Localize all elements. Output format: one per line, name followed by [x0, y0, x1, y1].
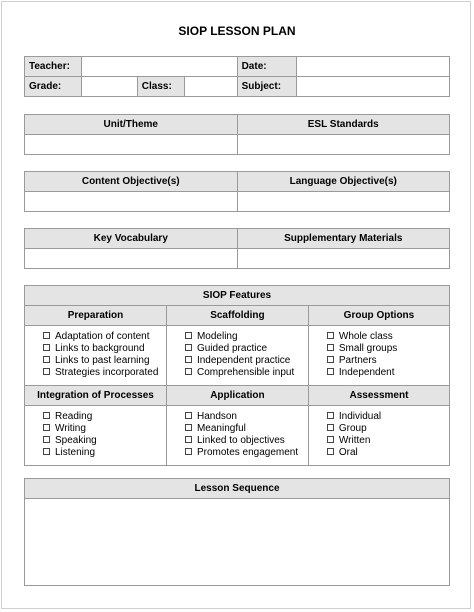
info-table: [24, 56, 450, 97]
checkbox-icon[interactable]: [185, 332, 192, 339]
checkbox-icon[interactable]: [43, 332, 50, 339]
lesson-sequence-header: Lesson Sequence: [25, 479, 450, 499]
option-label: Reading: [55, 411, 93, 422]
option-label: Small groups: [338, 343, 398, 354]
checkbox-icon[interactable]: [185, 368, 192, 375]
language-objectives-header: Language Objective(s): [237, 172, 450, 192]
class-label: Class:: [137, 77, 184, 97]
option-label: Writing: [55, 423, 86, 434]
key-vocabulary-field[interactable]: [25, 249, 238, 269]
checkbox-icon[interactable]: [43, 344, 50, 351]
option-label: Independent practice: [196, 355, 291, 366]
teacher-field[interactable]: [81, 57, 237, 77]
class-field[interactable]: [184, 77, 237, 97]
checkbox-icon[interactable]: [43, 424, 50, 431]
option-label: Written: [338, 435, 371, 446]
checkbox-option[interactable]: [327, 435, 443, 447]
checkbox-icon[interactable]: [327, 448, 334, 455]
option-label: Comprehensible input: [196, 367, 295, 378]
checkbox-option[interactable]: [185, 435, 302, 447]
checkbox-icon[interactable]: [43, 448, 50, 455]
integration-of-processes-header: Integration of Processes: [25, 386, 167, 406]
checkbox-icon[interactable]: [327, 436, 334, 443]
supplementary-materials-header: Supplementary Materials: [237, 229, 450, 249]
unit-standards-table: [24, 114, 450, 155]
checkbox-option[interactable]: [185, 355, 302, 367]
checkbox-icon[interactable]: [43, 436, 50, 443]
esl-standards-header: ESL Standards: [237, 115, 450, 135]
checkbox-option[interactable]: [327, 423, 443, 435]
lesson-sequence-table: [24, 478, 450, 586]
checkbox-option[interactable]: [327, 355, 443, 367]
grade-field[interactable]: [81, 77, 137, 97]
subject-field[interactable]: [296, 77, 449, 97]
option-label: Adaptation of content: [55, 331, 150, 342]
checkbox-option[interactable]: [185, 367, 302, 379]
checkbox-option[interactable]: [327, 447, 443, 459]
checkbox-option[interactable]: [43, 435, 160, 447]
option-label: Promotes engagement: [196, 447, 299, 458]
checkbox-icon[interactable]: [185, 344, 192, 351]
option-label: Group: [338, 423, 367, 434]
option-label: Partners: [338, 355, 377, 366]
unit-theme-header: Unit/Theme: [25, 115, 238, 135]
option-label: Independent: [338, 367, 395, 378]
siop-features-header: SIOP Features: [25, 286, 450, 306]
checkbox-option[interactable]: [43, 331, 160, 343]
checkbox-icon[interactable]: [43, 356, 50, 363]
option-label: Strategies incorporated: [55, 367, 159, 378]
option-label: Handson: [196, 411, 237, 422]
application-header: Application: [166, 386, 308, 406]
checkbox-option[interactable]: [43, 423, 160, 435]
content-objectives-field[interactable]: [25, 192, 238, 212]
option-label: Linked to objectives: [196, 435, 285, 446]
checkbox-icon[interactable]: [43, 368, 50, 375]
checkbox-icon[interactable]: [327, 368, 334, 375]
group-options-options: [308, 326, 449, 386]
checkbox-icon[interactable]: [185, 448, 192, 455]
language-objectives-field[interactable]: [237, 192, 450, 212]
checkbox-icon[interactable]: [185, 424, 192, 431]
unit-theme-field[interactable]: [25, 135, 238, 155]
checkbox-icon[interactable]: [185, 356, 192, 363]
checkbox-icon[interactable]: [327, 356, 334, 363]
checkbox-option[interactable]: [185, 447, 302, 459]
checkbox-icon[interactable]: [327, 424, 334, 431]
key-vocabulary-header: Key Vocabulary: [25, 229, 238, 249]
vocabulary-materials-table: [24, 228, 450, 269]
checkbox-icon[interactable]: [327, 412, 334, 419]
checkbox-option[interactable]: [327, 411, 443, 423]
option-label: Guided practice: [196, 343, 268, 354]
checkbox-option[interactable]: [185, 331, 302, 343]
checkbox-icon[interactable]: [43, 412, 50, 419]
checkbox-option[interactable]: [185, 423, 302, 435]
checkbox-icon[interactable]: [327, 332, 334, 339]
teacher-label: Teacher:: [25, 57, 82, 77]
scaffolding-options: [166, 326, 308, 386]
checkbox-option[interactable]: [327, 367, 443, 379]
checkbox-option[interactable]: [327, 343, 443, 355]
checkbox-option[interactable]: [185, 343, 302, 355]
content-objectives-header: Content Objective(s): [25, 172, 238, 192]
assessment-options: [308, 406, 449, 466]
checkbox-option[interactable]: [43, 355, 160, 367]
checkbox-icon[interactable]: [185, 436, 192, 443]
lesson-sequence-field[interactable]: [25, 499, 450, 586]
page-title: SIOP LESSON PLAN: [178, 24, 296, 38]
checkbox-icon[interactable]: [327, 344, 334, 351]
option-label: Whole class: [338, 331, 393, 342]
option-label: Individual: [338, 411, 382, 422]
checkbox-option[interactable]: [327, 331, 443, 343]
option-label: Links to background: [55, 343, 145, 354]
preparation-header: Preparation: [25, 306, 167, 326]
siop-features-table: [24, 285, 450, 466]
assessment-header: Assessment: [308, 386, 449, 406]
checkbox-option[interactable]: [43, 447, 160, 459]
date-label: Date:: [237, 57, 296, 77]
date-field[interactable]: [296, 57, 449, 77]
option-label: Speaking: [55, 435, 97, 446]
subject-label: Subject:: [237, 77, 296, 97]
option-label: Meaningful: [196, 423, 246, 434]
application-options: [166, 406, 308, 466]
grade-label: Grade:: [25, 77, 82, 97]
objectives-table: [24, 171, 450, 212]
checkbox-icon[interactable]: [185, 412, 192, 419]
option-label: Links to past learning: [55, 355, 150, 366]
esl-standards-field[interactable]: [237, 135, 450, 155]
group-options-header: Group Options: [308, 306, 449, 326]
option-label: Listening: [55, 447, 96, 458]
checkbox-option[interactable]: [43, 411, 160, 423]
checkbox-option[interactable]: [43, 367, 160, 379]
scaffolding-header: Scaffolding: [166, 306, 308, 326]
supplementary-materials-field[interactable]: [237, 249, 450, 269]
option-label: Oral: [338, 447, 358, 458]
checkbox-option[interactable]: [43, 343, 160, 355]
integration-options: [25, 406, 167, 466]
checkbox-option[interactable]: [185, 411, 302, 423]
option-label: Modeling: [196, 331, 238, 342]
preparation-options: [25, 326, 167, 386]
